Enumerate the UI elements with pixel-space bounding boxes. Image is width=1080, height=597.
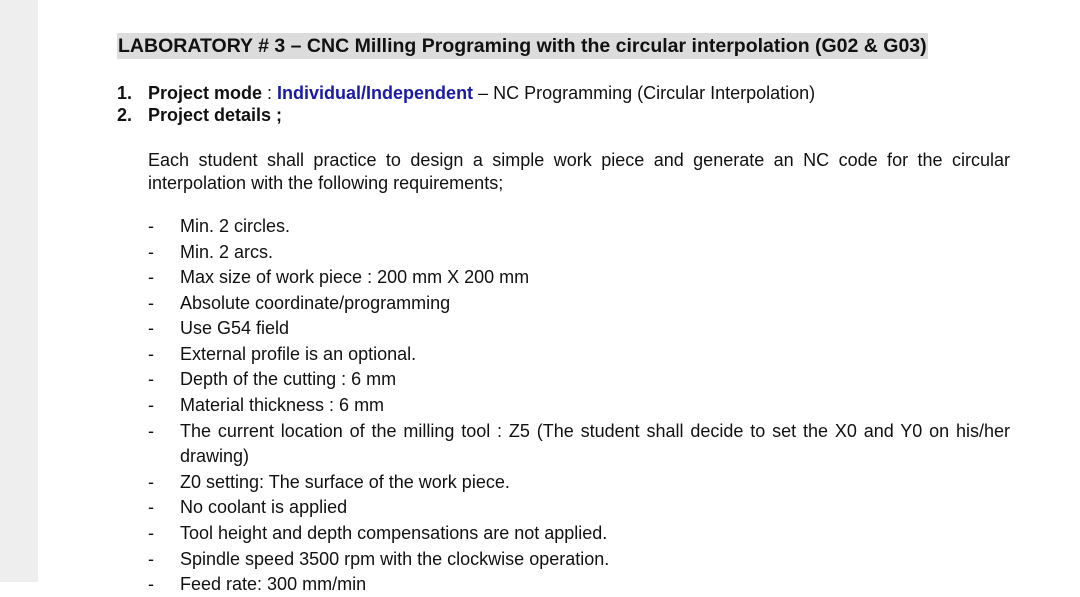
requirement-text: Material thickness : 6 mm	[180, 395, 385, 415]
requirement-item	[148, 470, 1010, 495]
requirement-text: Feed rate: 300 mm/min	[180, 574, 367, 594]
requirement-text: Max size of work piece : 200 mm X 200 mm	[180, 267, 530, 287]
bullet-dash: -	[148, 293, 154, 313]
project-mode-value: Individual/Independent	[277, 83, 474, 103]
requirement-text: Depth of the cutting : 6 mm	[180, 369, 397, 389]
requirement-item	[148, 265, 1010, 290]
requirement-item	[148, 342, 1010, 367]
project-mode-separator: :	[262, 83, 278, 103]
bullet-dash: -	[148, 497, 154, 517]
bullet-dash: -	[148, 395, 154, 415]
requirement-item	[148, 495, 1010, 520]
bullet-dash: -	[148, 242, 154, 262]
bullet-dash: -	[148, 318, 154, 338]
requirement-item	[148, 521, 1010, 546]
requirement-text: Absolute coordinate/programming	[180, 293, 451, 313]
requirement-item	[148, 291, 1010, 316]
bullet-dash: -	[148, 574, 154, 594]
project-details-item	[117, 104, 282, 126]
requirement-text: Spindle speed 3500 rpm with the clockwise operation.	[180, 549, 610, 569]
bullet-dash: -	[148, 523, 154, 543]
bullet-dash: -	[148, 549, 154, 569]
requirement-text: Use G54 field	[180, 318, 290, 338]
bullet-dash: -	[148, 216, 154, 236]
requirement-item	[148, 572, 1010, 597]
project-mode-description: – NC Programming (Circular Interpolation)	[473, 83, 816, 103]
bullet-dash: -	[148, 344, 154, 364]
document-page	[38, 0, 1080, 594]
bullet-dash: -	[148, 267, 154, 287]
requirement-item	[148, 316, 1010, 341]
requirement-item	[148, 240, 1010, 265]
item-number: 1.	[117, 83, 133, 103]
requirement-text: No coolant is applied	[180, 497, 348, 517]
item-number: 2.	[117, 105, 133, 125]
project-mode-item	[117, 82, 815, 104]
requirement-text: Z0 setting: The surface of the work piece.	[180, 472, 510, 492]
document-title: LABORATORY # 3 – CNC Milling Programing with the circular interpolation (G02 & G03)	[118, 35, 927, 57]
requirement-text: Min. 2 circles.	[180, 216, 291, 236]
requirement-text: Min. 2 arcs.	[180, 242, 274, 262]
requirement-item	[148, 419, 1010, 469]
bullet-dash: -	[148, 369, 154, 389]
requirement-text: Tool height and depth compensations are not applied.	[180, 523, 608, 543]
requirement-text: External profile is an optional.	[180, 344, 417, 364]
viewer-gutter	[0, 0, 38, 582]
project-details-label: Project details ;	[148, 105, 283, 125]
requirement-item	[148, 547, 1010, 572]
requirement-item	[148, 393, 1010, 418]
requirement-item	[148, 367, 1010, 392]
requirement-item	[148, 214, 1010, 239]
intro-paragraph: Each student shall practice to design a simple work piece and generate an NC code for the circular interpolation with the following requirements;	[148, 150, 1010, 193]
bullet-dash: -	[148, 472, 154, 492]
bullet-dash: -	[148, 421, 154, 441]
project-mode-label: Project mode	[148, 83, 263, 103]
requirement-text: The current location of the milling tool : Z5 (The student shall decide to set the X0 and Y0 on his/her drawing)	[180, 421, 1010, 466]
